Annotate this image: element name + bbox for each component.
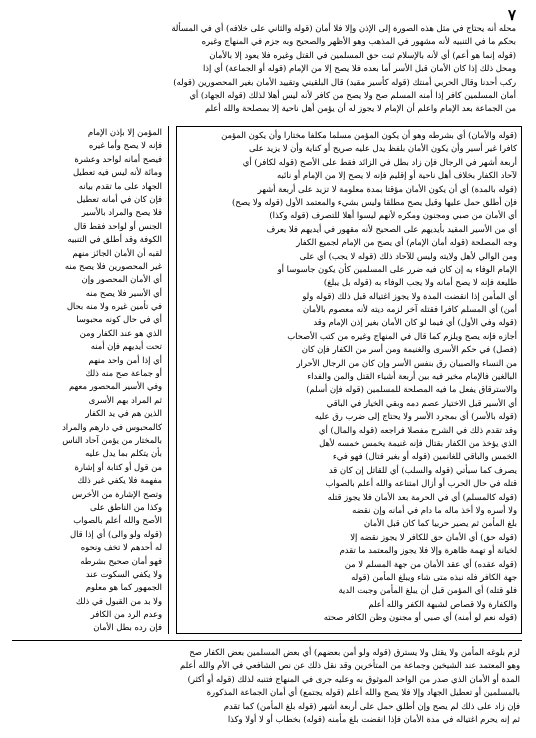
main-line: قتله في حال الحرب أو أزال امتناعه والله أعلم بالصواب	[325, 478, 517, 489]
side-line: أي الأمان المحصور وإن	[81, 274, 162, 285]
main-line: (قوله عقده) أي عقد الأمان من جهة المسلم لا من	[344, 558, 517, 569]
bottom-commentary-block	[12, 646, 520, 730]
side-line: في تأمين غيره ولا منه بحال	[66, 301, 162, 312]
side-line: الأصح والله أعلم بالصواب	[73, 515, 162, 526]
main-line: والكفارة ولا قصاص لشبهة الكفر والله أعلم	[368, 598, 517, 609]
top-line: ركب أحدنا وقال الحربي أمنتك (قوله كأسير مقيد) قال البلقيني وتقييد الأمان بغير المحصورين (قوله)	[173, 76, 516, 87]
main-text-box	[176, 126, 522, 634]
side-commentary-column	[10, 126, 162, 634]
side-line: فلا يصح والمراد بالأسير	[81, 207, 162, 218]
side-line: وتصح الإشارة من الأخرس	[71, 488, 162, 499]
top-line: (قوله إنما هو أعم) أي لأنه بالإسلام ثبت حق المسلمين في القتل وغيره فلا يعود إلا بالأمان	[209, 49, 516, 60]
main-line: أجازه فإنه يصح ويلزم كما قال في المنهاج وغيره من كتب الأصحاب	[287, 330, 517, 341]
top-commentary-block	[12, 22, 516, 122]
main-line: ومن الوالي لأهل ولايته وليس للآحاد ذلك (قوله لا يجب) أي على	[299, 250, 517, 261]
side-line: بأن يتكلم بما يدل عليه	[85, 448, 162, 459]
main-line: فإن أطلق حمل عليها وقيل يصح مطلقا وليس بشيء والمعتمد الأول (قوله ولا يصح)	[231, 196, 517, 207]
side-line: كالمحبوس في دارهم والمراد	[62, 421, 162, 432]
main-line: طليعة فإنه لا يصح أمانه ولا يجب الوفاء به (قوله بل يبلغ)	[323, 277, 517, 288]
main-line: (فصل) في حكم الأسرى والغنيمة ومن أسر من الكفار فإن كان	[301, 344, 517, 355]
main-line: لخيانة أو تهمة ظاهرة وإلا فلا يجوز والمعتمد ما تقدم	[339, 545, 517, 556]
top-line: بحكم ما في التنبيه لأنه مشهور في المذهب وهو الأظهر والصحيح وبه جزم في المنهاج وغيره	[201, 36, 516, 47]
main-line: أربعة أشهر في الرجال فإن زاد بطل في الزائد فقط على الأصح (قوله لكافر) أي	[242, 156, 517, 167]
side-line: (قوله ولو والى) أي إذا قال	[70, 528, 162, 539]
main-line: الذي يؤخذ من الكفار بقتال فإنه غنيمة يخمس خمسه لأهل	[319, 437, 517, 448]
main-line: وجه المصلحة (قوله أمان الإمام) أي يصح من الإمام لجميع الكفار	[296, 237, 517, 248]
side-line: ومائة لأنه ليس فيه تعطيل	[72, 167, 162, 178]
main-line: الخمس والباقي للغانمين (قوله أو بغير قتال) فهو فيء	[332, 451, 517, 462]
side-line: الجنس أو لواحد فقط قال	[73, 220, 162, 231]
main-line: أي الأسير قبل الاختيار عصم دمه وبقي الخيار في الباقي	[326, 397, 517, 408]
side-line: مفهمة فلا يكفي غير ذلك	[77, 475, 162, 486]
bottom-line: وهو المعتمد عند الشيخين وجماعة من المتأخرين وقد نقل ذلك عن نص الشافعي في الأم والله أعلم	[180, 660, 520, 671]
side-line: من قول أو كتابة أو إشارة	[74, 461, 162, 472]
main-line: كافرا غير أسير وأن يكون الأمان بلفظ يدل عليه صريح أو كناية وأن لا يزيد على	[248, 143, 517, 154]
side-line: وكذا من الناطق على	[90, 501, 162, 512]
main-line: لآحاد الكفار بخلاف أهل ناحية أو إقليم فإنه لا يصح إلا من الإمام أو نائبه	[276, 170, 517, 181]
top-line: من الجماعة بعد الإمام واعلم أن الإمام لا يجوز له أن يؤمن أهل ناحية إلا بمصلحة والله أعلم	[204, 103, 516, 114]
bottom-line: فإن زاد على ذلك لم يصح وإن أطلق حمل على أربعة أشهر (قوله بلغ المأمن) كما تقدم	[223, 700, 520, 711]
main-line: أي الأمان من صبي ومجنون ومكره لأنهم ليسوا أهلا للتصرف (قوله وكذا)	[269, 210, 517, 221]
side-line: وعدم الرد من الكافر	[90, 609, 162, 620]
top-line: ومحل ذلك إذا كان الأمان قبل الأسر أما بعده فلا يصح إلا من الإمام (قوله أو الجماعة) أي إذا	[202, 63, 516, 74]
side-line: ولا بد من القبول في ذلك	[75, 595, 162, 606]
top-line: أمان المسلمين كافر إذا أمنه المسلم صح ولا يصح من كافر لأنه ليس أهلا لذلك (قوله الجهاد) أي	[189, 89, 516, 100]
side-line: المؤمن إلا بإذن الإمام	[87, 127, 162, 137]
side-line: غير المحصورين فلا يصح منه	[64, 260, 162, 271]
bottom-line: المدة أو الأمان الذي صدر من الواحد الموثوق به وعليه جرى في المنهاج فتنبه لذلك (قوله أو أكثر)	[187, 673, 520, 684]
side-line: الذي هو عند الكفار ومن	[79, 327, 162, 338]
main-line: أي المأمن إذا انقضت المدة ولا يجوز اغتياله قبل ذلك (قوله ولو	[302, 290, 517, 301]
top-line: محله أنه يحتاج في مثل هذه الصورة إلى الإذن وإلا فلا أمان (قوله والثاني على خلافه) أي في المسألة	[171, 23, 516, 33]
main-line: من النساء والصبيان رق بنفس الأسر وإن كان من الرجال الأحرار	[296, 357, 517, 368]
side-line: وفي الأسير المحصور معهم	[68, 381, 162, 392]
main-line: (قوله بالأسر) أي بمجرد الأسر ولا يحتاج إلى ضرب رق عليه	[314, 411, 517, 422]
side-line: الكوفة وقد أطلق في التنبيه	[67, 234, 162, 245]
side-line: الجهاد على ما تقدم بيانه	[78, 180, 162, 191]
main-line: (قوله وفي الأول) أي فيما لو كان الأمان بغير إذن الإمام وقد	[313, 317, 517, 328]
main-line: الإمام الوفاء به إن كان فيه ضرر على المسلمين كأن يكون جاسوسا أو	[277, 263, 517, 274]
bottom-line: بالمسلمين أو تعطيل الجهاد وإلا فلا يصح والله أعلم (قوله يجتمع) أي أمان الجماعة المذكورة	[206, 687, 520, 698]
side-line: له أحدهم لا تخف ونحوه	[80, 542, 162, 553]
main-line: (قوله نعم لو أمنه) أي صبي أو مجنون وظن الكافر صحته	[323, 612, 517, 623]
side-line: أو جماعة صح منه ذلك	[85, 368, 162, 379]
side-line: أي في حال كونه محبوسا	[76, 314, 162, 325]
main-line: (قوله بالمدة) أي أن يكون الأمان مؤقتا بمدة معلومة لا تزيد على أربعة أشهر	[257, 183, 517, 194]
main-line: فلو قتله) أي المؤمن قبل أن يبلغ المأمن وجبت الدية	[338, 585, 517, 596]
main-line: (قوله والأمان) أي بشرطه وهو أن يكون المؤمن مسلما مكلفا مختارا وأن يكون المؤمن	[221, 130, 517, 140]
side-line: فإن كان في أمانه تعطيل	[76, 193, 162, 204]
main-line: بلغ المأمن ثم يصير حربيا كما كان قبل الأمان	[363, 518, 517, 529]
side-line: فهو أمان صحيح بشرطه	[80, 555, 162, 566]
main-line: ولا أسره ولا أخذ ماله ما دام في أمانه وإن نقضه	[352, 504, 517, 515]
bottom-line: ثم إنه يحرم اغتياله في مدة الأمان فإذا انقضت بلغ مأمنه (قوله) بخطاب أو لا أولا وكذا	[227, 713, 520, 724]
main-line: (قوله حق) أي الأمان حق للكافر لا يجوز نقضه إلا	[350, 531, 517, 542]
side-line: أي إذا أمن واحد منهم	[88, 354, 162, 365]
side-line: ولا يكفي السكوت عند	[85, 568, 162, 579]
side-line: الذين هم في يد الكفار	[85, 408, 162, 419]
side-line: الجمهور كما هو معلوم	[85, 582, 162, 593]
side-line: فيصح أمانه لواحد وعشرة	[74, 153, 162, 164]
main-line: وقد تقدم ذلك في الشرح مفصلا فراجعه (قوله والمال) أي	[318, 424, 517, 435]
page-number: ٧	[507, 6, 516, 24]
main-line: (قوله كالمسلم) أي في الحرمة بعد الأمان فلا يجوز قتله	[327, 491, 517, 502]
side-line: أي الأسير فلا يصح منه	[85, 287, 162, 298]
main-line: البالغين فالإمام مخير فيه بين أربعة أشياء القتل والمن والفداء	[307, 371, 517, 382]
bottom-line: لزم بلوغه المأمن ولا يقتل ولا يسترق (قوله ولو أمن بعضهم) أي بعض المسلمين بعض الكفار صح	[189, 647, 520, 657]
column-divider	[168, 126, 169, 634]
side-line: فإن رده بطل الأمان	[93, 622, 162, 633]
side-line: لقبه أن الأمان الجائز منهم	[72, 247, 162, 258]
side-line: ثم المراد بهم الأسرى	[88, 394, 162, 405]
main-line: أمن) أي المسلم كافرا فقتله آخر لزمه ديته لأنه معصوم بالأمان	[302, 304, 517, 315]
main-line: أي من الأسير المقيد بأيديهم على الصحيح لأنه مقهور في أيديهم فلا يعرف	[266, 223, 517, 234]
side-line: تحت أيديهم فإن أمنه	[90, 341, 162, 352]
main-line: جهة الكافر فله نبذه متى شاء ويبلغ المأمن (قوله	[351, 571, 517, 582]
bottom-divider	[12, 640, 522, 641]
main-line: يصرف كما سيأتي (قوله والسلب) أي للقاتل إن كان قد	[328, 464, 517, 475]
side-line: بالمختار من يؤمن آحاد الناس	[62, 434, 162, 445]
side-line: فإنه لا يصح وأما غيره	[88, 140, 162, 151]
main-line: والاسترقاق يفعل ما فيه المصلحة للمسلمين (قوله فإن أسلم)	[306, 384, 517, 395]
